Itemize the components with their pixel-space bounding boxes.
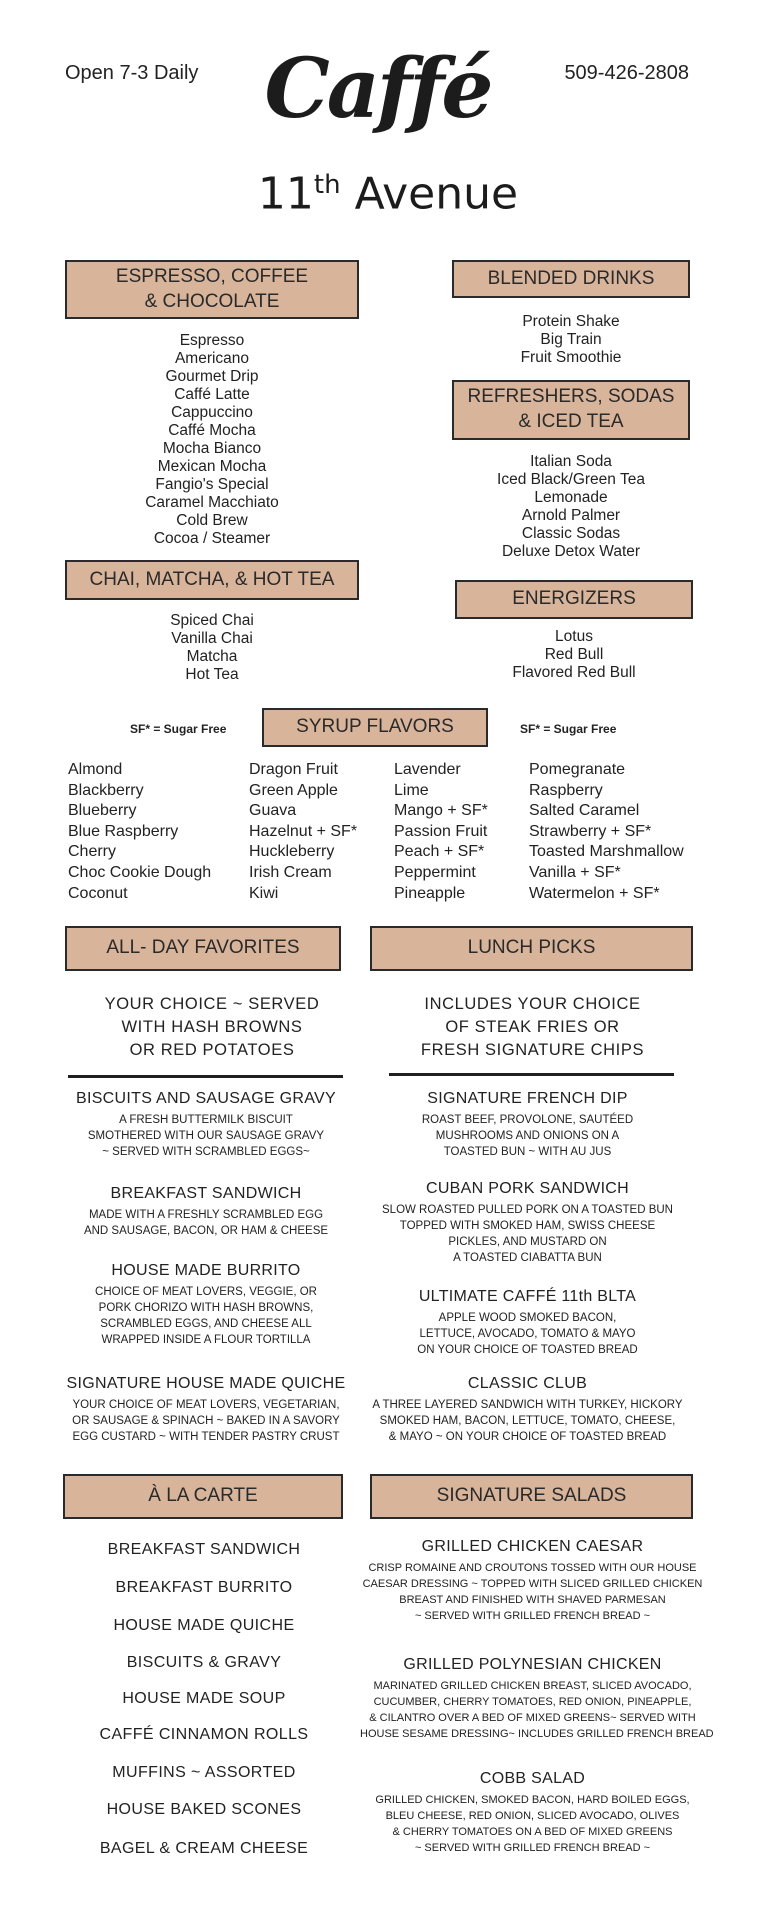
list-item: Espresso	[179, 332, 245, 349]
desc-line: SLOW ROASTED PULLED PORK ON A TOASTED BUN	[382, 1204, 673, 1216]
lead-line: WITH HASH BROWNS	[121, 1018, 303, 1036]
desc-line: SCRAMBLED EGGS, AND CHEESE ALL	[100, 1318, 312, 1330]
syrup-item: Blue Raspberry	[68, 822, 179, 840]
item-description	[56, 1207, 356, 1239]
list-item: Arnold Palmer	[521, 507, 621, 524]
divider	[68, 1075, 343, 1078]
syrup-item: Lavender	[394, 761, 461, 778]
syrup-item: Coconut	[68, 884, 128, 902]
blended-heading: BLENDED DRINKS	[452, 260, 690, 298]
item-description	[56, 1284, 356, 1348]
list-item: Caffé Latte	[174, 386, 250, 403]
a-la-carte-item: CAFFÉ CINNAMON ROLLS	[99, 1726, 309, 1743]
a-la-carte-item: HOUSE MADE QUICHE	[113, 1617, 295, 1634]
list-item: Red Bull	[544, 646, 604, 663]
hours-text: Open 7-3 Daily	[65, 62, 199, 84]
syrup-item: Watermelon + SF*	[529, 884, 660, 902]
item-description	[370, 1397, 685, 1445]
desc-line: CAESAR DRESSING ~ TOPPED WITH SLICED GRILLED CHICKEN	[362, 1578, 703, 1590]
logo-word: Avenue	[354, 168, 519, 220]
desc-line: ON YOUR CHOICE OF TOASTED BREAD	[417, 1344, 638, 1356]
list-item: Cocoa / Steamer	[153, 530, 271, 547]
desc-line: YOUR CHOICE OF MEAT LOVERS, VEGETARIAN,	[72, 1399, 340, 1411]
menu-item	[56, 1185, 356, 1239]
list-item: Cold Brew	[176, 512, 248, 529]
list-item: Spiced Chai	[170, 612, 254, 629]
desc-line: WRAPPED INSIDE A FLOUR TORTILLA	[101, 1334, 311, 1346]
refreshers-list	[452, 453, 690, 561]
desc-line: CHOICE OF MEAT LOVERS, VEGGIE, OR	[95, 1286, 317, 1298]
lunch-heading: LUNCH PICKS	[370, 926, 693, 971]
list-item: Fruit Smoothie	[520, 349, 622, 366]
item-title: BREAKFAST SANDWICH	[110, 1185, 302, 1202]
refreshers-heading-line2: & ICED TEA	[518, 411, 624, 432]
lead-line: FRESH SIGNATURE CHIPS	[420, 1041, 645, 1059]
desc-line: BLEU CHEESE, RED ONION, SLICED AVOCADO, OLIVES	[385, 1810, 680, 1822]
desc-line: A THREE LAYERED SANDWICH WITH TURKEY, HICKORY	[372, 1399, 683, 1411]
desc-line: CRISP ROMAINE AND CROUTONS TOSSED WITH OUR HOUSE	[368, 1562, 697, 1574]
menu-item	[56, 1090, 356, 1160]
refreshers-heading	[452, 380, 690, 440]
syrup-item: Kiwi	[249, 884, 279, 902]
desc-line: OR SAUSAGE & SPINACH ~ BAKED IN A SAVORY	[72, 1415, 340, 1427]
desc-line: HOUSE SESAME DRESSING~ INCLUDES GRILLED FRENCH BREAD	[360, 1728, 714, 1740]
syrup-item: Blackberry	[68, 781, 144, 799]
menu-item	[360, 1770, 705, 1856]
desc-line: A TOASTED CIABATTA BUN	[453, 1252, 602, 1264]
syrup-item: Almond	[68, 761, 123, 778]
item-title: BISCUITS AND SAUSAGE GRAVY	[75, 1090, 336, 1107]
logo-script: Caffé	[264, 41, 491, 137]
syrup-item: Guava	[249, 802, 297, 820]
list-item: Flavored Red Bull	[512, 664, 636, 681]
desc-line: MARINATED GRILLED CHICKEN BREAST, SLICED AVOCADO,	[373, 1680, 692, 1692]
list-item: Lotus	[555, 628, 593, 645]
menu-item	[370, 1288, 685, 1358]
item-title: GRILLED CHICKEN CAESAR	[421, 1538, 644, 1555]
syrup-column-4	[529, 760, 684, 904]
a-la-carte-item: BISCUITS & GRAVY	[126, 1654, 282, 1671]
energizers-list	[455, 628, 693, 682]
syrup-item: Irish Cream	[249, 863, 332, 881]
a-la-carte-item: HOUSE BAKED SCONES	[106, 1801, 302, 1818]
lead-line: INCLUDES YOUR CHOICE	[424, 995, 641, 1013]
chai-list	[65, 612, 359, 684]
syrup-item: Vanilla + SF*	[529, 863, 621, 881]
item-title: CUBAN PORK SANDWICH	[425, 1180, 630, 1197]
logo-number: 11	[257, 168, 314, 220]
desc-line: BREAST AND FINISHED WITH SHAVED PARMESAN	[399, 1594, 666, 1606]
item-title: GRILLED POLYNESIAN CHICKEN	[403, 1656, 662, 1673]
list-item: Mocha Bianco	[162, 440, 262, 457]
list-item: Italian Soda	[530, 453, 612, 470]
espresso-list	[65, 332, 359, 548]
a-la-carte-item: MUFFINS ~ ASSORTED	[112, 1764, 296, 1781]
desc-line: CUCUMBER, CHERRY TOMATOES, RED ONION, PINEAPPLE,	[373, 1696, 692, 1708]
desc-line: APPLE WOOD SMOKED BACON,	[438, 1312, 617, 1324]
chai-heading: CHAI, MATCHA, & HOT TEA	[65, 560, 359, 600]
list-item: Caramel Macchiato	[145, 494, 279, 511]
item-title: HOUSE MADE BURRITO	[111, 1262, 301, 1279]
desc-line: MUSHROOMS AND ONIONS ON A	[435, 1130, 620, 1142]
all-day-heading: ALL- DAY FAVORITES	[65, 926, 341, 971]
desc-line: ~ SERVED WITH SCRAMBLED EGGS~	[102, 1146, 310, 1158]
sugar-free-note-right: SF* = Sugar Free	[520, 722, 617, 736]
item-description	[56, 1112, 356, 1160]
desc-line: MADE WITH A FRESHLY SCRAMBLED EGG	[88, 1209, 324, 1221]
syrup-item: Dragon Fruit	[249, 761, 338, 778]
item-description	[370, 1310, 685, 1358]
item-title: SIGNATURE HOUSE MADE QUICHE	[66, 1375, 346, 1392]
list-item: Protein Shake	[522, 313, 620, 330]
item-description	[360, 1560, 705, 1624]
sugar-free-note-left: SF* = Sugar Free	[130, 722, 227, 736]
divider	[389, 1073, 674, 1076]
syrup-heading: SYRUP FLAVORS	[262, 708, 488, 747]
menu-item	[360, 1656, 714, 1742]
lunch-lead	[385, 993, 680, 1062]
item-title: SIGNATURE FRENCH DIP	[427, 1090, 628, 1107]
blended-list	[452, 313, 690, 367]
phone-number: 509-426-2808	[564, 62, 689, 84]
menu-item	[370, 1090, 685, 1160]
desc-line: & CILANTRO OVER A BED OF MIXED GREENS~ SERVED WITH	[369, 1712, 696, 1724]
salads-heading: SIGNATURE SALADS	[370, 1474, 693, 1519]
lead-line: OF STEAK FRIES OR	[445, 1018, 620, 1036]
desc-line: PICKLES, AND MUSTARD ON	[448, 1236, 607, 1248]
syrup-item: Peach + SF*	[394, 843, 485, 861]
lead-line: OR RED POTATOES	[129, 1041, 295, 1059]
desc-line: A FRESH BUTTERMILK BISCUIT	[119, 1114, 293, 1126]
item-description	[360, 1678, 714, 1742]
a-la-carte-item: BREAKFAST BURRITO	[115, 1579, 293, 1596]
syrup-item: Huckleberry	[249, 843, 335, 861]
menu-item	[370, 1180, 685, 1266]
menu-item	[370, 1375, 685, 1445]
item-description	[370, 1202, 685, 1266]
item-title: COBB SALAD	[479, 1770, 586, 1787]
syrup-item: Peppermint	[394, 863, 476, 881]
energizers-heading: ENERGIZERS	[455, 580, 693, 619]
list-item: Fangio's Special	[155, 476, 269, 493]
desc-line: TOPPED WITH SMOKED HAM, SWISS CHEESE	[399, 1220, 656, 1232]
desc-line: EGG CUSTARD ~ WITH TENDER PASTRY CRUST	[72, 1431, 340, 1443]
list-item: Mexican Mocha	[157, 458, 267, 475]
syrup-item: Raspberry	[529, 781, 603, 799]
list-item: Americano	[174, 350, 250, 367]
syrup-item: Strawberry + SF*	[529, 822, 652, 840]
a-la-carte-item: HOUSE MADE SOUP	[122, 1690, 286, 1707]
espresso-heading-line1: ESPRESSO, COFFEE	[115, 265, 309, 287]
lead-line: YOUR CHOICE ~ SERVED	[104, 995, 320, 1013]
desc-line: PORK CHORIZO WITH HASH BROWNS,	[98, 1302, 314, 1314]
list-item: Lemonade	[534, 489, 608, 506]
item-title: CLASSIC CLUB	[467, 1375, 588, 1392]
desc-line: & MAYO ~ ON YOUR CHOICE OF TOASTED BREAD	[388, 1431, 667, 1443]
syrup-column-2	[249, 760, 357, 904]
desc-line: SMOKED HAM, BACON, LETTUCE, TOMATO, CHEESE,	[379, 1415, 676, 1427]
espresso-heading	[65, 260, 359, 319]
syrup-column-3	[394, 760, 488, 904]
desc-line: TOASTED BUN ~ WITH AU JUS	[443, 1146, 612, 1158]
all-day-lead	[65, 993, 359, 1062]
menu-item	[360, 1538, 705, 1624]
syrup-item: Green Apple	[249, 781, 338, 799]
logo-subtitle	[228, 168, 548, 220]
item-description	[370, 1112, 685, 1160]
item-description	[56, 1397, 356, 1445]
desc-line: GRILLED CHICKEN, SMOKED BACON, HARD BOILED EGGS,	[375, 1794, 690, 1806]
item-description	[360, 1792, 705, 1856]
desc-line: & CHERRY TOMATOES ON A BED OF MIXED GREENS	[392, 1826, 673, 1838]
desc-line: SMOTHERED WITH OUR SAUSAGE GRAVY	[87, 1130, 325, 1142]
list-item: Vanilla Chai	[171, 630, 253, 647]
syrup-item: Passion Fruit	[394, 822, 488, 840]
menu-item	[56, 1375, 356, 1445]
desc-line: ROAST BEEF, PROVOLONE, SAUTÉED	[421, 1114, 634, 1126]
a-la-carte-item: BREAKFAST SANDWICH	[107, 1541, 301, 1558]
desc-line: AND SAUSAGE, BACON, OR HAM & CHEESE	[83, 1225, 329, 1237]
syrup-item: Pineapple	[394, 884, 466, 902]
syrup-item: Mango + SF*	[394, 802, 488, 820]
desc-line: ~ SERVED WITH GRILLED FRENCH BREAD ~	[414, 1610, 651, 1622]
syrup-item: Cherry	[68, 843, 117, 861]
list-item: Hot Tea	[185, 666, 239, 683]
logo-sup: th	[313, 170, 341, 200]
list-item: Big Train	[540, 331, 602, 348]
syrup-item: Lime	[394, 781, 429, 799]
syrup-item: Pomegranate	[529, 761, 626, 778]
list-item: Gourmet Drip	[165, 368, 259, 385]
list-item: Classic Sodas	[521, 525, 621, 542]
item-title: ULTIMATE CAFFÉ 11th BLTA	[418, 1288, 637, 1305]
list-item: Cappuccino	[171, 404, 253, 421]
refreshers-heading-line1: REFRESHERS, SODAS	[467, 386, 675, 408]
syrup-item: Hazelnut + SF*	[249, 822, 358, 840]
syrup-column-1	[68, 760, 211, 904]
a-la-carte-heading: À LA CARTE	[63, 1474, 343, 1519]
syrup-item: Blueberry	[68, 802, 137, 820]
list-item: Caffé Mocha	[168, 422, 256, 439]
desc-line: LETTUCE, AVOCADO, TOMATO & MAYO	[419, 1328, 636, 1340]
list-item: Deluxe Detox Water	[501, 543, 641, 560]
syrup-item: Salted Caramel	[529, 802, 640, 820]
syrup-item: Choc Cookie Dough	[68, 863, 212, 881]
desc-line: ~ SERVED WITH GRILLED FRENCH BREAD ~	[414, 1842, 651, 1854]
syrup-item: Toasted Marshmallow	[529, 843, 684, 861]
a-la-carte-item: BAGEL & CREAM CHEESE	[99, 1840, 309, 1857]
espresso-heading-line2: & CHOCOLATE	[144, 290, 280, 312]
list-item: Iced Black/Green Tea	[497, 471, 645, 488]
menu-item	[56, 1262, 356, 1348]
list-item: Matcha	[186, 648, 238, 665]
